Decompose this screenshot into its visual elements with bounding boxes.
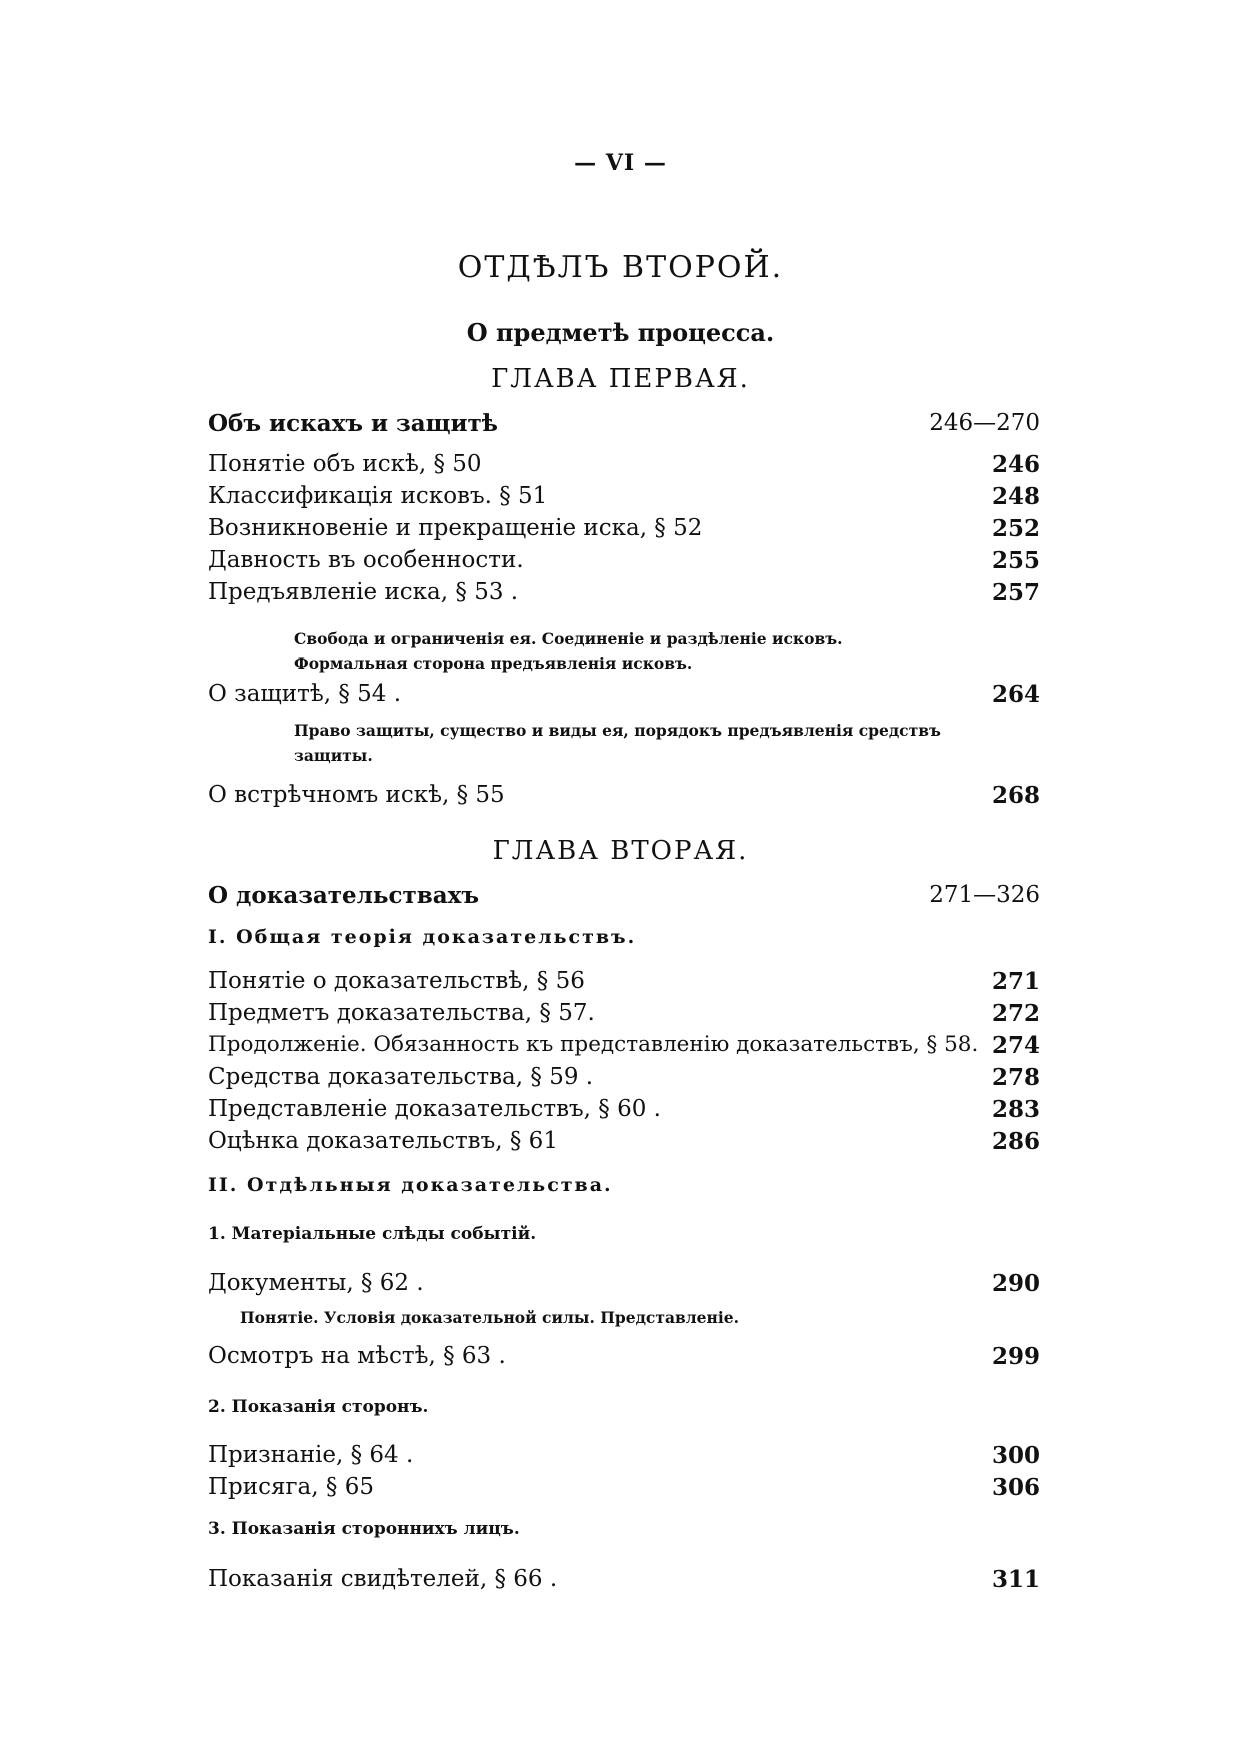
toc-entry-text: Понятіе объ искѣ, § 50 (208, 451, 482, 477)
group-heading: 3. Показанія стороннихъ лицъ. (208, 1519, 520, 1539)
toc-entry-page: 299 (991, 1343, 1040, 1370)
chapter-heading-pages: 271—326 (929, 882, 1040, 908)
toc-entry (208, 782, 1040, 812)
toc-note: Право защиты, существо и виды ея, порядокъ предъявленія средствъ защиты. (294, 721, 941, 765)
chapter-title: ГЛАВА ВТОРАЯ. (492, 836, 749, 866)
toc-entry-text: Возникновеніе и прекращеніе иска, § 52 (208, 515, 703, 541)
toc-entry-page: 272 (991, 1000, 1040, 1027)
toc-entry-text: Осмотръ на мѣстѣ, § 63 . (208, 1343, 506, 1369)
chapter-heading (208, 410, 1040, 440)
toc-entry-text: Давность въ особенности. (208, 547, 524, 573)
toc-entry (208, 681, 1040, 711)
part-heading: I. Общая теорія доказательствъ. (208, 926, 637, 948)
toc-note: Свобода и ограниченія ея. Соединеніе и раздѣленіе исковъ. Формальная сторона предъявленія исковъ. (294, 629, 843, 673)
toc-entry (208, 1032, 1040, 1062)
toc-entry-text: О защитѣ, § 54 . (208, 681, 402, 707)
page-number: — VI — (574, 150, 667, 176)
toc-entry-page: 274 (991, 1032, 1040, 1059)
chapter-heading (208, 882, 1040, 912)
chapter-heading-text: Объ искахъ и защитѣ (208, 410, 498, 437)
toc-entry (208, 547, 1040, 577)
chapter-heading-text: О доказательствахъ (208, 882, 480, 909)
toc-entry-page: 286 (991, 1128, 1040, 1155)
toc-entry (208, 483, 1040, 513)
section-subtitle: О предметѣ процесса. (466, 318, 775, 347)
toc-entry-page: 252 (991, 515, 1040, 542)
toc-entry-page: 246 (991, 451, 1040, 478)
toc-entry-text: Признаніе, § 64 . (208, 1442, 414, 1468)
section-title: ОТДѢЛЪ ВТОРОЙ. (457, 250, 784, 285)
toc-entry-text: Понятіе о доказательствѣ, § 56 (208, 968, 585, 994)
toc-entry-page: 300 (991, 1442, 1040, 1469)
chapter-heading-pages: 246—270 (929, 410, 1040, 436)
toc-entry-page: 257 (991, 579, 1040, 606)
chapter-title: ГЛАВА ПЕРВАЯ. (491, 364, 750, 394)
toc-entry (208, 1442, 1040, 1472)
toc-entry-page: 278 (991, 1064, 1040, 1091)
toc-entry-text: Предметъ доказательства, § 57. (208, 1000, 595, 1026)
toc-entry (208, 515, 1040, 545)
toc-entry-text: Оцѣнка доказательствъ, § 61 (208, 1128, 558, 1154)
toc-entry-page: 268 (991, 782, 1040, 809)
toc-entry-text: Представленіе доказательствъ, § 60 . (208, 1096, 661, 1122)
toc-entry (208, 968, 1040, 998)
group-heading: 1. Матеріальные слѣды событій. (208, 1224, 537, 1244)
toc-entry-page: 248 (991, 483, 1040, 510)
group-heading: 2. Показанія сторонъ. (208, 1397, 429, 1417)
toc-entry-page: 311 (991, 1566, 1040, 1593)
toc-note: Понятіе. Условія доказательной силы. Представленіе. (240, 1308, 740, 1327)
toc-entry (208, 1096, 1040, 1126)
toc-entry-text: Показанія свидѣтелей, § 66 . (208, 1566, 558, 1592)
toc-entry (208, 579, 1040, 609)
part-heading: II. Отдѣльныя доказательства. (208, 1174, 613, 1196)
toc-entry (208, 1343, 1040, 1373)
toc-entry (208, 1474, 1040, 1504)
toc-entry-text: Продолженіе. Обязанность къ представленію доказательствъ, § 58. (208, 1032, 979, 1057)
toc-entry (208, 1270, 1040, 1300)
toc-entry-text: Классификація исковъ. § 51 (208, 483, 548, 509)
toc-entry (208, 1566, 1040, 1596)
toc-entry-page: 255 (991, 547, 1040, 574)
toc-entry-page: 264 (991, 681, 1040, 708)
toc-entry (208, 1128, 1040, 1158)
toc-entry-page: 290 (991, 1270, 1040, 1297)
toc-entry-text: Документы, § 62 . (208, 1270, 424, 1296)
toc-entry-page: 283 (991, 1096, 1040, 1123)
toc-entry-text: Присяга, § 65 (208, 1474, 374, 1500)
toc-entry (208, 1000, 1040, 1030)
toc-entry-page: 306 (991, 1474, 1040, 1501)
toc-entry-text: Средства доказательства, § 59 . (208, 1064, 594, 1090)
toc-entry-text: О встрѣчномъ искѣ, § 55 (208, 782, 505, 808)
toc-entry (208, 451, 1040, 481)
toc-entry (208, 1064, 1040, 1094)
toc-entry-page: 271 (991, 968, 1040, 995)
toc-entry-text: Предъявленіе иска, § 53 . (208, 579, 519, 605)
